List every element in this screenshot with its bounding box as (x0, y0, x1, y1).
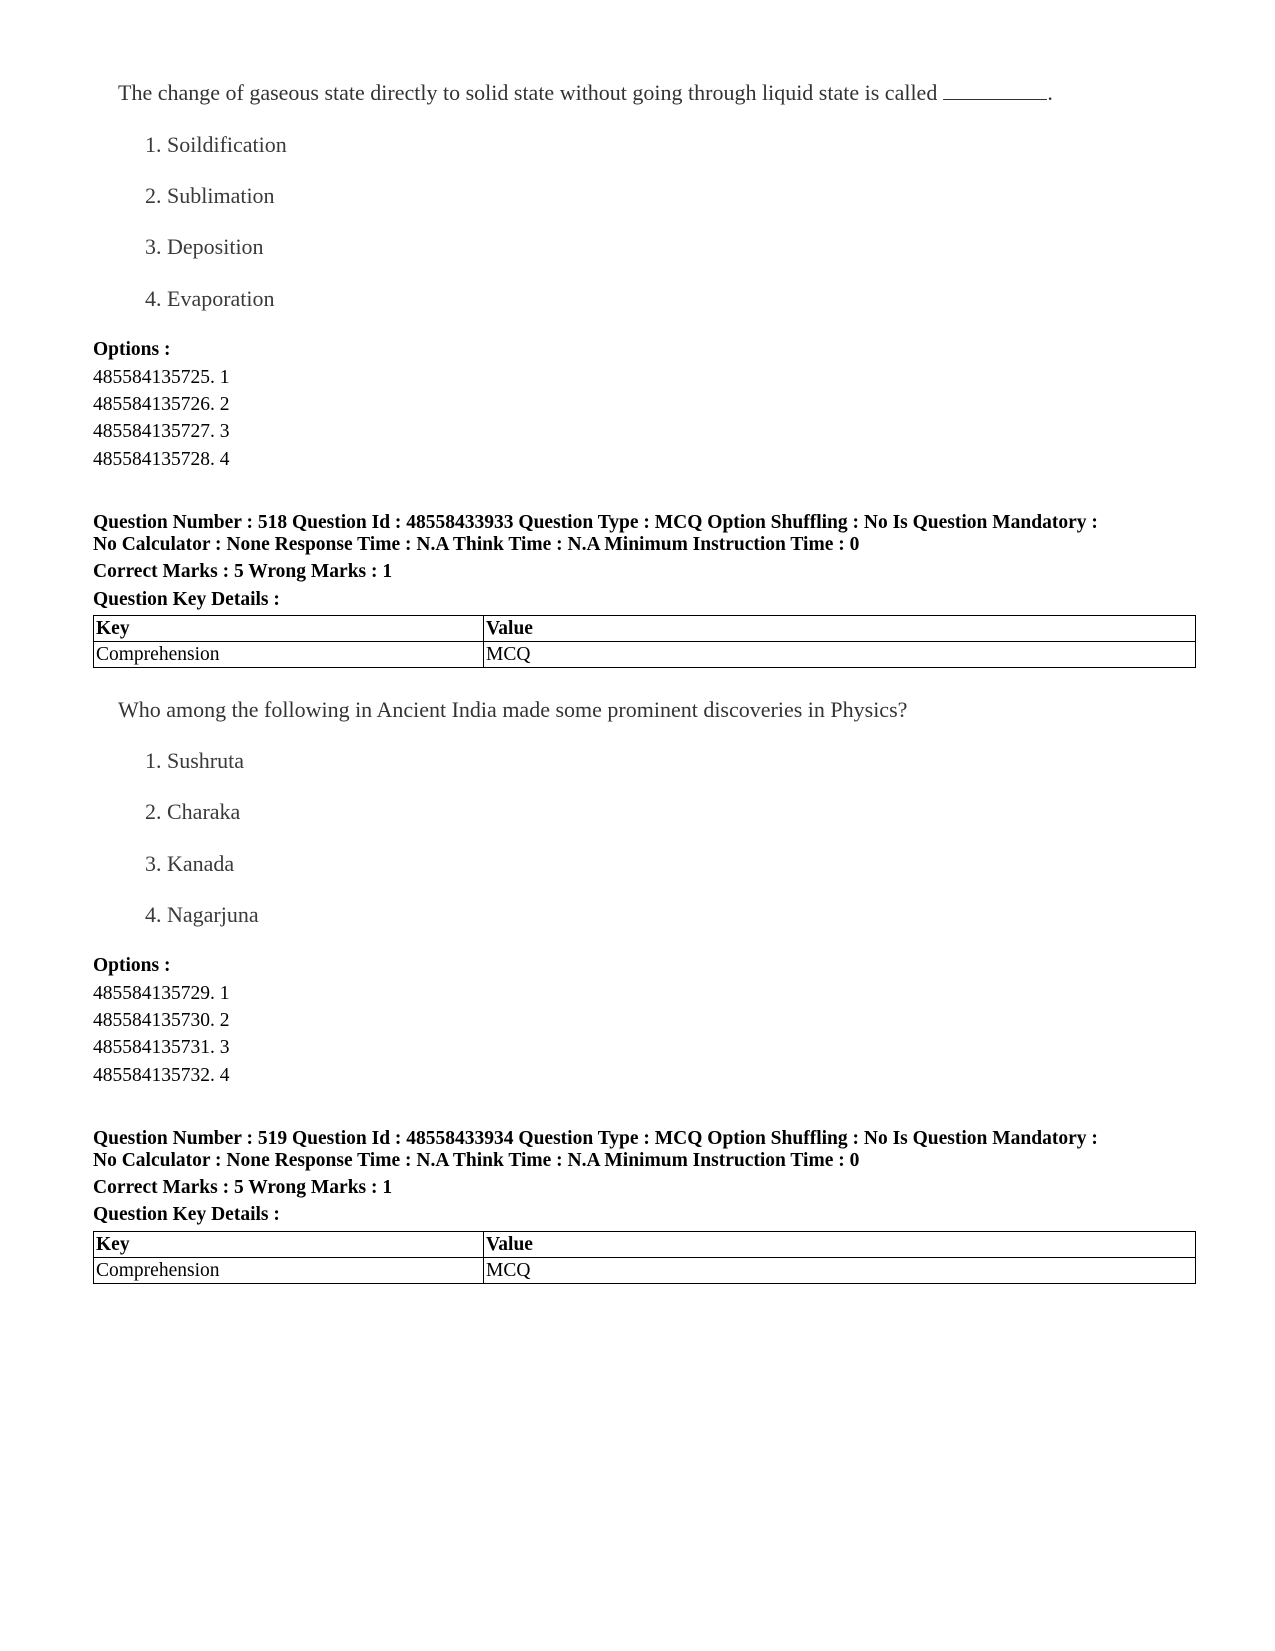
table-header-key: Key (94, 616, 484, 642)
table-row (94, 1258, 1196, 1284)
option-id-3: 485584135731. 3 (93, 1037, 230, 1058)
table-header-value: Value (484, 1232, 1196, 1258)
choice-3: 3. Kanada (145, 851, 235, 876)
table-row (94, 642, 1196, 668)
key-details-table (93, 1231, 1196, 1284)
question-meta-line-1: Question Number : 518 Question Id : 48558433933 Question Type : MCQ Option Shuffling : No Is Question Mandatory : (93, 512, 1098, 533)
question-marks: Correct Marks : 5 Wrong Marks : 1 (93, 1177, 393, 1198)
choice-1: 1. Sushruta (145, 748, 244, 773)
table-header-row (94, 616, 1196, 642)
question-text: The change of gaseous state directly to solid state without going through liquid state is called . (118, 80, 1053, 105)
key-details-label: Question Key Details : (93, 589, 280, 610)
question-meta-line-1: Question Number : 519 Question Id : 48558433934 Question Type : MCQ Option Shuffling : No Is Question Mandatory : (93, 1128, 1098, 1149)
key-details-label: Question Key Details : (93, 1204, 280, 1225)
options-label: Options : (93, 339, 171, 360)
question-meta-line-2: No Calculator : None Response Time : N.A Think Time : N.A Minimum Instruction Time : 0 (93, 534, 860, 555)
option-id-1: 485584135725. 1 (93, 367, 230, 388)
choice-2: 2. Charaka (145, 799, 241, 824)
question-meta-line-2: No Calculator : None Response Time : N.A Think Time : N.A Minimum Instruction Time : 0 (93, 1150, 860, 1171)
table-header-row (94, 1232, 1196, 1258)
option-id-2: 485584135726. 2 (93, 394, 230, 415)
table-header-key: Key (94, 1232, 484, 1258)
table-cell-key: Comprehension (94, 1258, 484, 1284)
choice-4: 4. Evaporation (145, 286, 275, 311)
question-marks: Correct Marks : 5 Wrong Marks : 1 (93, 561, 393, 582)
table-cell-key: Comprehension (94, 642, 484, 668)
option-id-2: 485584135730. 2 (93, 1010, 230, 1031)
choice-1: 1. Soildification (145, 132, 287, 157)
choice-3: 3. Deposition (145, 234, 264, 259)
key-details-table (93, 615, 1196, 668)
table-cell-value: MCQ (484, 1258, 1196, 1284)
option-id-4: 485584135728. 4 (93, 449, 230, 470)
choice-2: 2. Sublimation (145, 183, 275, 208)
table-cell-value: MCQ (484, 642, 1196, 668)
answer-blank (943, 98, 1047, 100)
options-label: Options : (93, 955, 171, 976)
table-header-value: Value (484, 616, 1196, 642)
choice-4: 4. Nagarjuna (145, 902, 259, 927)
option-id-3: 485584135727. 3 (93, 421, 230, 442)
option-id-1: 485584135729. 1 (93, 983, 230, 1004)
question-text: Who among the following in Ancient India made some prominent discoveries in Physics? (118, 697, 908, 722)
option-id-4: 485584135732. 4 (93, 1065, 230, 1086)
